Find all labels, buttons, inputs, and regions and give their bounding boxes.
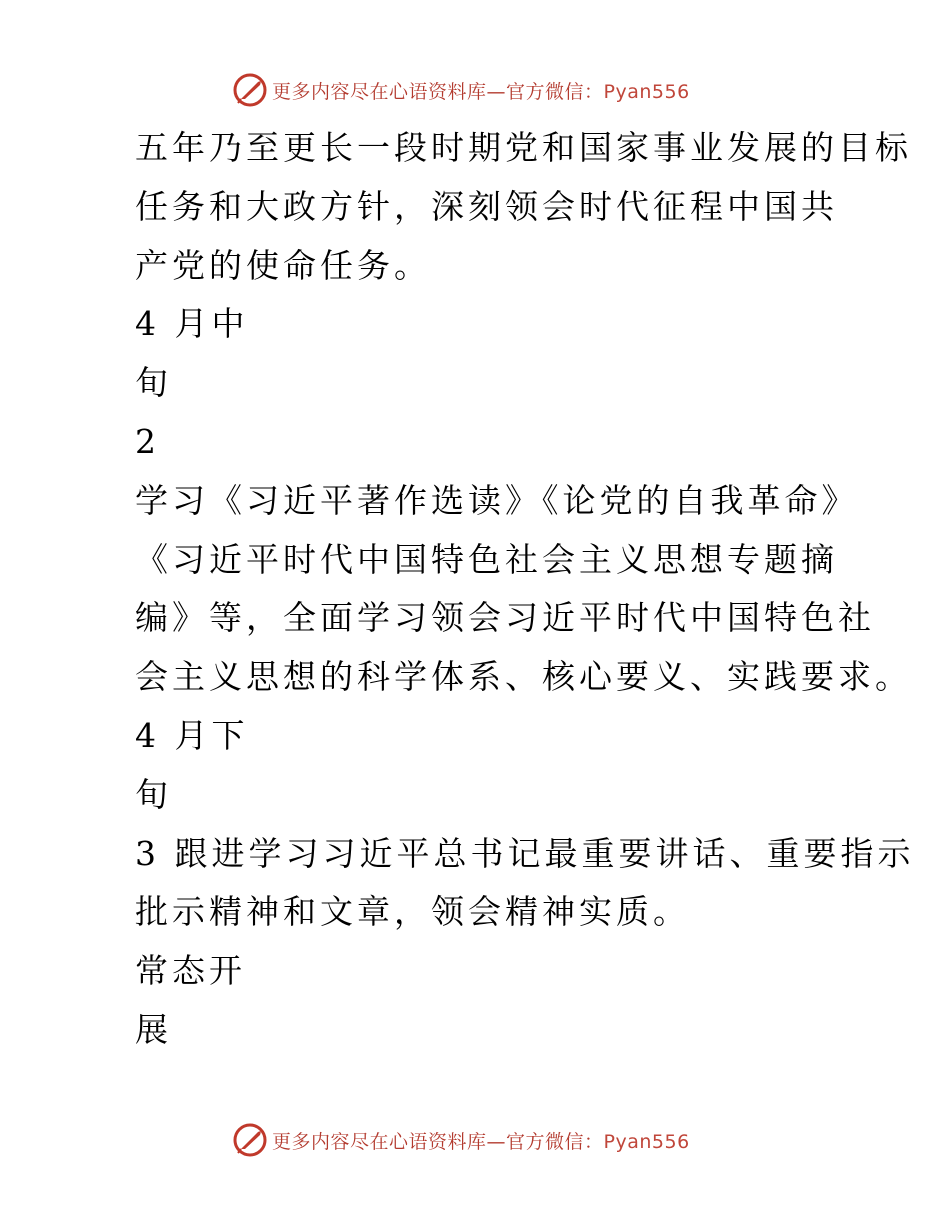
watermark-handle: Pyan556 [603, 1130, 690, 1153]
watermark-text: 更多内容尽在心语资料库—官方微信：Pyan556 [272, 80, 690, 103]
text-line: 4 月中 [135, 304, 249, 344]
watermark-handle: Pyan556 [603, 80, 690, 103]
text-line: 旬 [135, 363, 172, 403]
text-line: 会主义思想的科学体系、核心要义、实践要求。 [135, 657, 912, 697]
watermark-banner-bottom [232, 1120, 690, 1160]
text-line: 编》等，全面学习领会习近平时代中国特色社 [135, 598, 875, 638]
text-line: 3 跟进学习习近平总书记最重要讲话、重要指示 [135, 833, 915, 873]
feather-pen-logo-icon [232, 1122, 268, 1158]
text-line: 旬 [135, 774, 172, 814]
text-line: 五年乃至更长一段时期党和国家事业发展的目标 [135, 128, 912, 167]
text-line: 2 [135, 421, 160, 461]
text-line: 产党的使命任务。 [135, 245, 431, 285]
document-body [135, 119, 915, 1060]
text-line: 批示精神和文章，领会精神实质。 [135, 892, 690, 932]
text-line: 《习近平时代中国特色社会主义思想专题摘 [135, 539, 838, 579]
text-line: 学习《习近平著作选读》《论党的自我革命》 [135, 480, 859, 520]
feather-pen-logo-icon [232, 72, 268, 108]
watermark-banner-top [232, 70, 690, 110]
watermark-text: 更多内容尽在心语资料库—官方微信：Pyan556 [272, 1130, 690, 1153]
text-line: 4 月下 [135, 715, 249, 755]
text-line: 展 [135, 1009, 172, 1049]
text-line: 常态开 [135, 951, 246, 991]
text-line: 任务和大政方针，深刻领会时代征程中国共 [135, 186, 838, 226]
